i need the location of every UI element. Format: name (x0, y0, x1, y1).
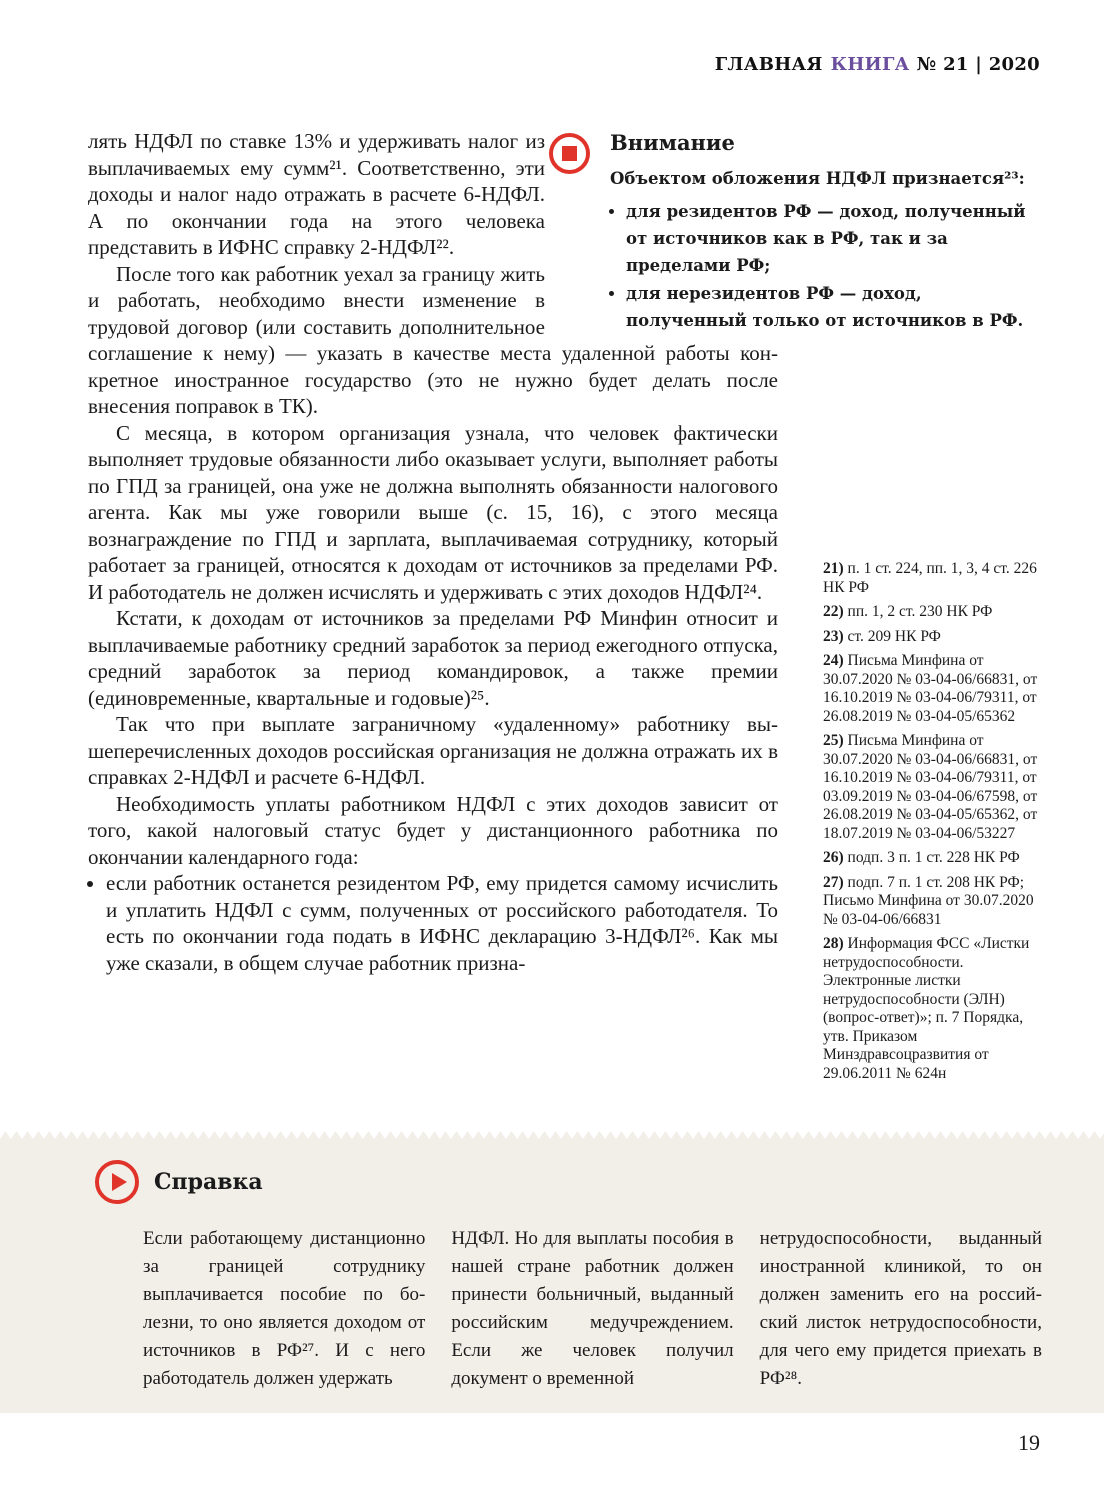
masthead (715, 54, 1040, 75)
footnote-text: Письма Минфина от 30.07.2020 № 03-04-06/66831, от 16.10.2019 № 03-04-06/79311, от 26.08.2019 № 03-04-05/65362 (823, 652, 1038, 725)
footnote-text: Письма Минфина от 30.07.2020 № 03-04-06/66831, от 16.10.2019 № 03-04-06/79311, от 03.09.2019 № 03-04-06/67598, от 26.08.2019 № 03-04-05/65362, от 18.07.2019 № 03-04-06/53227 (823, 732, 1038, 842)
reference-box-background (0, 1139, 1104, 1413)
body-paragraph: лять НДФЛ по ставке 13% и удерживать налог из выплачиваемых ему сумм²¹. Соответственно, эти доходы и налог надо отражать в расчете 6-НДФЛ. А по окончании года на этого человека представить в ИФНС справку 2-НДФЛ²². (88, 129, 545, 259)
attention-title: Внимание (610, 130, 735, 155)
attention-square-glyph (562, 146, 577, 161)
reference-column: нетрудоспособности, выданный иностранной клиникой, то он должен заменить его на российский листок нетрудоспособности, для чего ему придется приехать в РФ²⁸. (759, 1228, 1042, 1389)
footnote-text: п. 1 ст. 224, пп. 1, 3, 4 ст. 226 НК РФ (823, 560, 1037, 596)
magazine-title-secondary: КНИГА (830, 54, 910, 75)
body-paragraph: Необходимость уплаты работником НДФЛ с этих доходов зависит от того, какой налоговый статус будет у дистанционного работника по окончании календарного года: (88, 791, 778, 869)
footnote-text: подп. 7 п. 1 ст. 208 НК РФ; Письмо Минфина от 30.07.2020 № 03-04-06/66831 (823, 873, 1034, 928)
attention-stop-icon (549, 133, 590, 174)
reference-box (0, 1131, 1104, 1413)
footnote-number: 23) (823, 627, 844, 645)
attention-callout (549, 130, 1027, 335)
attention-bullet: • для нерезидентов РФ — доход, полученный только от источников в РФ. (626, 280, 1027, 334)
attention-intro: Объектом обложения НДФЛ признается²³: (610, 169, 1025, 188)
footnote-number: 24) (823, 652, 844, 669)
footnote-text: ст. 209 НК РФ (847, 627, 941, 645)
play-circle-icon (95, 1160, 139, 1204)
attention-content (610, 130, 1027, 335)
reference-columns (143, 1225, 1042, 1393)
issue-number: № 21 | 2020 (916, 54, 1040, 75)
footnote-number: 22) (823, 603, 844, 620)
footnote-number: 26) (823, 849, 844, 866)
margin-notes (823, 560, 1041, 1089)
footnote-text: пп. 1, 2 ст. 230 НК РФ (847, 603, 993, 620)
magazine-title-primary: ГЛАВНАЯ (714, 54, 823, 75)
body-bullet: • если работник останется резидентом РФ, ему придется самому исчислить и уплатить НДФЛ с сумм, полученных от российского работодателя. То есть по окончании года подать в ИФНС декларацию 3-НДФЛ²⁶. Как мы уже сказали, в общем случае работник призна- (106, 870, 778, 976)
body-paragraph: После того как работник уехал за границу жить и работать, необходимо внести изменение в трудовой договор (или составить дополнительное соглашение к нему) — указать в качестве места удаленной работы конкретное иностранное государство (это не нужно будет делать после внесения поправок в ТК). (88, 261, 778, 418)
page-number: 19 (1018, 1430, 1040, 1455)
footnote (823, 652, 1041, 726)
footnote (823, 732, 1041, 843)
attention-bullet: • для резидентов РФ — доход, полученный от источников как в РФ, так и за пределами РФ; (626, 198, 1027, 279)
body-paragraph: Так что при выплате заграничному «удаленному» работнику вышеперечисленных доходов российская организация не должна отражать их в справках 2-НДФЛ и расчете 6-НДФЛ. (88, 712, 778, 789)
footnote (823, 603, 1041, 622)
reference-header (95, 1139, 1104, 1204)
body-paragraph: Кстати, к доходам от источников за пределами РФ Минфин относит и выплачиваемые работнику средний заработок за период ежегодного отпуска, средний заработок за период командировок, а также премии (единовременные, квартальные и годовые)²⁵. (88, 606, 778, 710)
footnote-text: подп. 3 п. 1 ст. 228 НК РФ (847, 849, 1020, 866)
body-bullet-list (88, 870, 778, 976)
reference-title: Справка (154, 1169, 263, 1195)
attention-bullet-list (610, 198, 1027, 334)
serrated-edge (0, 1131, 1104, 1139)
footnote-number: 28) (823, 935, 844, 952)
reference-column: Если работающему дистанционно за границей сотруднику выплачивается пособие по болезни, то оно является доходом от источников в РФ²⁷. И с него работодатель должен удержать (143, 1228, 426, 1389)
footnote (823, 849, 1041, 868)
footnote-number: 27) (823, 873, 844, 891)
reference-column: НДФЛ. Но для выплаты пособия в нашей стране работник должен принести больничный, выданный российским медучреждением. Если же человек получил документ о временной (451, 1228, 734, 1389)
footnote (823, 560, 1041, 597)
play-triangle-glyph (112, 1173, 127, 1191)
footnote-number: 21) (823, 560, 844, 577)
body-paragraph: С месяца, в котором организация узнала, что человек фактически выполняет трудовые обязанности либо оказывает услуги, выполняет работы по ГПД за границей, она уже не должна выполнять обязанности налогового агента. Как мы уже говорили выше (с. 15, 16), с этого месяца вознаграждение по ГПД и зарплата, выплачиваемая сотруднику, который работает за границей, относятся к доходам от источников за пределами РФ. И работодатель не должен исчислять и удерживать с этих доходов НДФЛ²⁴. (88, 420, 778, 604)
footnote (823, 874, 1041, 930)
footnote (823, 628, 1041, 647)
footnote (823, 935, 1041, 1083)
footnote-number: 25) (823, 732, 844, 749)
footnote-text: Информация ФСС «Листки нетрудоспособности. Электронные листки нетрудоспособности (ЭЛН) (вопрос-ответ)»; п. 7 Порядка, утв. Приказом Минздравсоцразвития от 29.06.2011 № 624н (823, 935, 1030, 1082)
